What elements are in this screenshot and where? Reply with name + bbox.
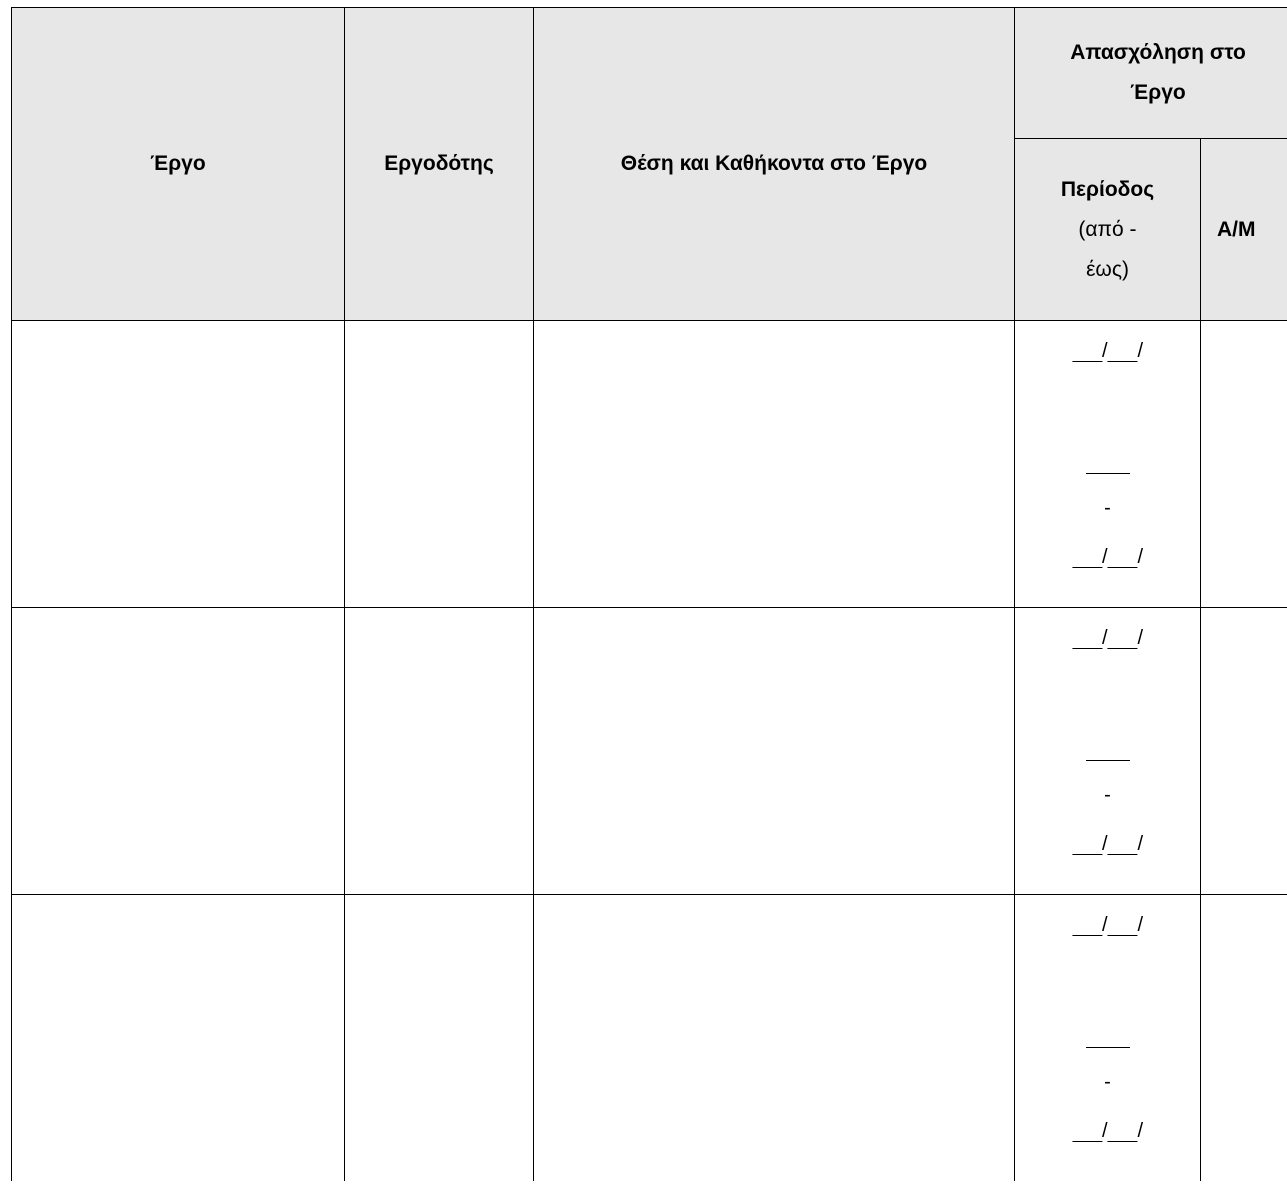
header-period: Περίοδος (από - έως) <box>1015 139 1201 321</box>
employment-table <box>11 7 1287 1181</box>
date-to-field[interactable]: / / <box>1072 545 1143 568</box>
date-from-field[interactable]: / / <box>1072 339 1143 362</box>
date-from-field[interactable]: / / <box>1072 626 1143 649</box>
role-cell[interactable] <box>534 608 1015 895</box>
person-months-cell[interactable] <box>1201 321 1287 608</box>
year-blank-line <box>1086 1047 1130 1048</box>
header-person-months: Α/Μ <box>1201 139 1287 321</box>
period-dash: - <box>1104 784 1111 806</box>
person-months-cell[interactable] <box>1201 895 1287 1182</box>
period-cell[interactable] <box>1015 895 1201 1182</box>
table-row <box>12 895 1287 1182</box>
role-cell[interactable] <box>534 321 1015 608</box>
period-cell[interactable] <box>1015 608 1201 895</box>
date-from-field[interactable]: / / <box>1072 913 1143 936</box>
year-blank-line <box>1086 473 1130 474</box>
person-months-cell[interactable] <box>1201 608 1287 895</box>
table-row <box>12 321 1287 608</box>
year-blank-line <box>1086 760 1130 761</box>
employer-cell[interactable] <box>345 321 534 608</box>
date-to-field[interactable]: / / <box>1072 832 1143 855</box>
period-cell[interactable] <box>1015 321 1201 608</box>
header-employer: Εργοδότης <box>345 8 534 321</box>
employer-cell[interactable] <box>345 608 534 895</box>
project-cell[interactable] <box>12 895 345 1182</box>
header-employment-group: Απασχόληση στο Έργο <box>1015 8 1287 139</box>
table-row <box>12 608 1287 895</box>
date-to-field[interactable]: / / <box>1072 1119 1143 1142</box>
period-dash: - <box>1104 1071 1111 1093</box>
header-project: Έργο <box>12 8 345 321</box>
employer-cell[interactable] <box>345 895 534 1182</box>
project-cell[interactable] <box>12 608 345 895</box>
project-cell[interactable] <box>12 321 345 608</box>
period-dash: - <box>1104 497 1111 519</box>
header-role-duties: Θέση και Καθήκοντα στο Έργο <box>534 8 1015 321</box>
role-cell[interactable] <box>534 895 1015 1182</box>
